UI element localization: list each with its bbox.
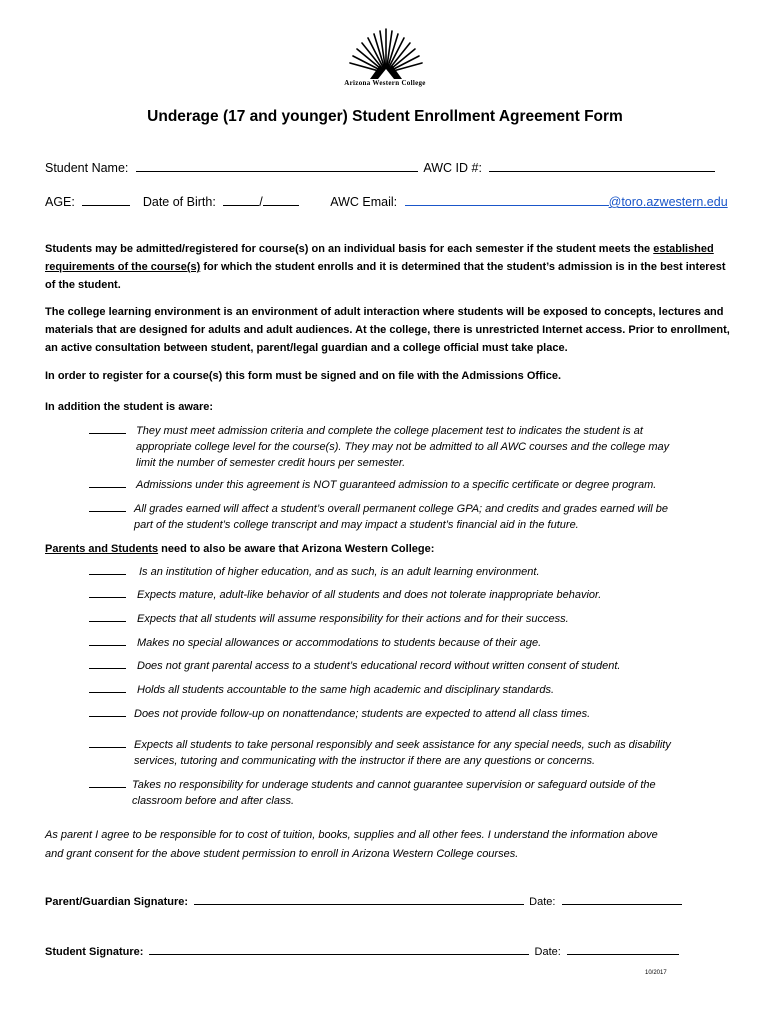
parent-signature-field[interactable] xyxy=(194,893,524,905)
initial-blank[interactable] xyxy=(89,635,126,646)
student-aware-heading: In addition the student is aware: xyxy=(45,401,214,413)
age-field[interactable] xyxy=(82,194,130,206)
parent-item-text: Makes no special allowances or accommodations to students because of their age. xyxy=(137,637,542,649)
awc-id-field[interactable] xyxy=(489,160,715,172)
age-dob-email-row xyxy=(45,194,728,209)
parents-heading xyxy=(45,540,735,558)
initial-blank[interactable] xyxy=(89,682,126,693)
initial-blank[interactable] xyxy=(89,611,126,622)
parent-item-text: Does not provide follow-up on nonattendance; students are expected to attend all class times. xyxy=(134,708,591,720)
consent-paragraph: As parent I agree to be responsible for to cost of tuition, books, supplies and all other fees. I understand the information above and grant consent for the above student permission to enroll in Arizona Western College courses. xyxy=(45,829,658,860)
initial-blank[interactable] xyxy=(89,501,126,512)
eligibility-text-b: for which the student enrolls and it is determined that the student’s admission is in the best interest of the student. xyxy=(45,261,726,291)
parent-item xyxy=(89,682,689,698)
initial-blank[interactable] xyxy=(89,477,126,488)
parent-date-field[interactable] xyxy=(562,893,682,905)
parent-signature-label: Parent/Guardian Signature: xyxy=(45,896,189,908)
dob-label: Date of Birth: xyxy=(142,195,216,209)
parent-item-text: Expects mature, adult-like behavior of all students and does not tolerate inappropriate behavior. xyxy=(137,589,602,601)
page-title: Underage (17 and younger) Student Enrollment Agreement Form xyxy=(147,108,623,125)
student-name-field[interactable] xyxy=(136,160,418,172)
parents-heading-underlined: Parents and Students xyxy=(45,543,159,555)
awc-email-field[interactable] xyxy=(405,194,609,206)
age-label: AGE: xyxy=(45,195,75,209)
initial-blank[interactable] xyxy=(89,587,126,598)
initial-blank[interactable] xyxy=(89,706,126,717)
dob-separator: / xyxy=(259,195,263,209)
parent-signature-row xyxy=(45,893,682,908)
parent-item xyxy=(89,587,689,603)
initial-blank[interactable] xyxy=(89,737,126,748)
parent-item-text: Expects that all students will assume responsibility for their actions and for their success. xyxy=(137,613,569,625)
student-signature-row xyxy=(45,943,679,958)
dob-day-field[interactable] xyxy=(263,194,299,206)
parent-item xyxy=(89,611,689,627)
awc-id-label: AWC ID #: xyxy=(423,161,482,175)
parent-item-text: Does not grant parental access to a student’s educational record without written consent of student. xyxy=(137,660,621,672)
logo-college-name: Arizona Western College xyxy=(344,79,426,87)
parent-date-label: Date: xyxy=(529,896,556,908)
registration-paragraph: In order to register for a course(s) this form must be signed and on file with the Admissions Office. xyxy=(45,370,562,382)
student-signature-field[interactable] xyxy=(149,943,529,955)
initial-blank[interactable] xyxy=(89,423,126,434)
initial-blank[interactable] xyxy=(89,777,126,788)
parent-item xyxy=(89,635,689,651)
parent-item-text: Takes no responsibility for underage students and cannot guarantee supervision or safeguard outside of the classroom before and after class. xyxy=(132,779,656,807)
student-item xyxy=(89,477,689,493)
environment-paragraph: The college learning environment is an environment of adult interaction where students will be exposed to concepts, lectures and materials that are designed for adults and adult audiences. At the college, there is unrestricted Internet access. Prior to enrollment, an active consultation between student, parent/legal guardian and a college official must take place. xyxy=(45,306,730,354)
student-item-text: Admissions under this agreement is NOT guaranteed admission to a specific certificate or degree program. xyxy=(136,479,657,491)
parent-item-text: Expects all students to take personal responsibly and seek assistance for any special needs, such as disability services, tutoring and communicating with the instructor if there are any questions or concerns. xyxy=(134,739,671,767)
student-name-label: Student Name: xyxy=(45,161,129,175)
initial-blank[interactable] xyxy=(89,564,126,575)
email-domain-link[interactable]: @toro.azwestern.edu xyxy=(608,195,728,209)
student-item xyxy=(89,423,689,471)
parent-item-text: Holds all students accountable to the same high academic and disciplinary standards. xyxy=(137,684,555,696)
parent-item xyxy=(89,737,689,769)
parent-item xyxy=(89,658,689,674)
parent-item-text: Is an institution of higher education, and as such, is an adult learning environment. xyxy=(139,566,540,578)
parent-item xyxy=(89,706,689,722)
awc-email-label: AWC Email: xyxy=(330,195,398,209)
parent-item xyxy=(89,564,689,580)
parents-heading-rest: need to also be aware that Arizona Western College: xyxy=(158,543,435,555)
initial-blank[interactable] xyxy=(89,658,126,669)
student-date-label: Date: xyxy=(534,946,561,958)
eligibility-paragraph xyxy=(45,240,735,294)
student-signature-label: Student Signature: xyxy=(45,946,144,958)
dob-month-field[interactable] xyxy=(223,194,259,206)
student-date-field[interactable] xyxy=(567,943,679,955)
eligibility-text-a: Students may be admitted/registered for course(s) on an individual basis for each semester if the student meets the xyxy=(45,243,654,255)
parent-item xyxy=(89,777,689,809)
student-name-row xyxy=(45,160,715,175)
student-item xyxy=(89,501,669,533)
eligibility-text-underlined: established requirements of the course(s) xyxy=(45,243,714,273)
revision-date: 10/2017 xyxy=(645,970,667,976)
student-item-text: They must meet admission criteria and complete the college placement test to indicates the student is at appropriate college level for the course(s). They may not be admitted to all AWC courses and the college may limit the number of semester credit hours per semester. xyxy=(136,425,670,469)
student-item-text: All grades earned will affect a student’s overall permanent college GPA; and credits and grades earned will be part of the student’s college transcript and may impact a student’s financial aid in the future. xyxy=(134,503,669,531)
